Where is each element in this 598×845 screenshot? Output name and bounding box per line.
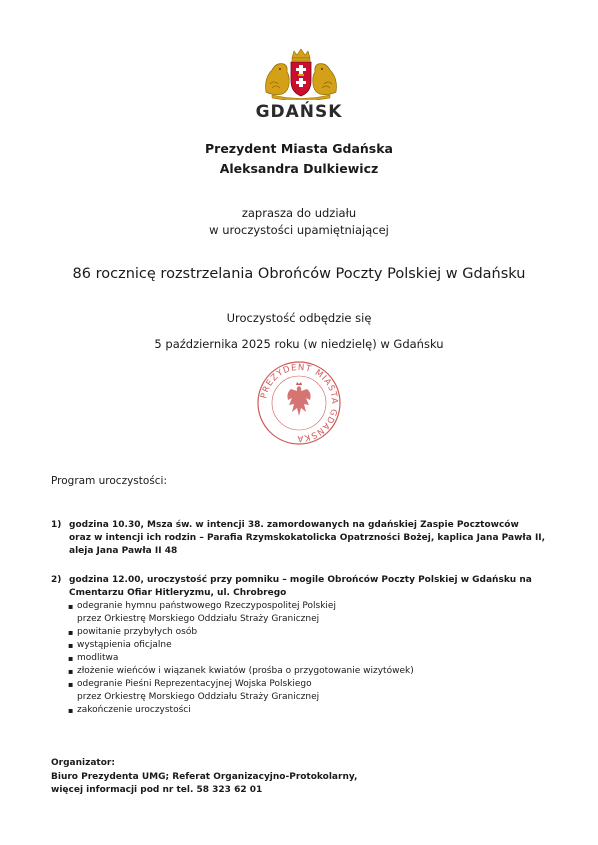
invitation-line-2: w uroczystości upamiętniającej bbox=[209, 223, 389, 237]
president-title: Prezydent Miasta Gdańska bbox=[205, 141, 393, 156]
event-line-1: Uroczystość odbędzie się bbox=[226, 311, 372, 325]
invitation-line-1: zaprasza do udziału bbox=[241, 206, 357, 220]
list-item: ▪ wystąpienia oficjalne bbox=[51, 639, 571, 652]
organizer-label: Organizator: bbox=[51, 758, 115, 768]
program-item-1-line-2: oraz w intencji ich rodzin – Parafia Rzymskokatolicka Opatrzności Bożej, kaplica Jana Pawła II, bbox=[69, 533, 546, 543]
program-item-2-number: 2) bbox=[51, 575, 62, 585]
event-date-block bbox=[0, 305, 598, 357]
invitation-text bbox=[0, 205, 598, 239]
list-item: ▪ zakończenie uroczystości bbox=[51, 704, 571, 717]
program-item-1-line-3: aleja Jana Pawła II 48 bbox=[69, 546, 178, 556]
program-item-2 bbox=[51, 574, 571, 600]
official-seal-icon bbox=[256, 360, 342, 446]
organizer-line-1: Biuro Prezydenta UMG; Referat Organizacyjno-Protokolarny, bbox=[51, 771, 358, 782]
event-title: 86 rocznicę rozstrzelania Obrońców Poczty Polskiej w Gdańsku bbox=[72, 266, 526, 282]
list-item: ▪ złożenie wieńców i wiązanek kwiatów (prośba o przygotowanie wizytówek) bbox=[51, 665, 571, 678]
seal-text: PREZYDENT MIASTA GDAŃSKA bbox=[259, 362, 340, 444]
host-block bbox=[0, 139, 598, 179]
event-date: 5 października 2025 roku (w niedzielę) w Gdańsku bbox=[154, 337, 444, 351]
program-list bbox=[51, 519, 571, 717]
list-item: ▪ modlitwa bbox=[51, 652, 571, 665]
list-item: ▪ powitanie przybyłych osób bbox=[51, 626, 571, 639]
organizer-contact: więcej informacji pod nr tel. 58 323 62 01 bbox=[51, 785, 263, 795]
city-wordmark: GDAŃSK bbox=[255, 102, 343, 122]
program-heading: Program uroczystości: bbox=[51, 475, 168, 487]
gdansk-coat-of-arms-icon bbox=[258, 48, 344, 100]
organizer-block bbox=[51, 757, 357, 798]
program-item-2-line-1: godzina 12.00, uroczystość przy pomniku – mogile Obrońców Poczty Polskiej w Gdańsku na bbox=[69, 575, 532, 585]
list-item: ▪ odegranie Pieśni Reprezentacyjnej Wojska Polskiego przez Orkiestrę Morskiego Oddziału Straży Granicznej bbox=[51, 678, 571, 704]
president-name: Aleksandra Dulkiewicz bbox=[219, 161, 379, 176]
list-item: ▪ odegranie hymnu państwowego Rzeczypospolitej Polskiej przez Orkiestrę Morskiego Oddziału Straży Granicznej bbox=[51, 600, 571, 626]
program-item-2-bullets bbox=[51, 600, 571, 717]
program-item-1-line-1: godzina 10.30, Msza św. w intencji 38. zamordowanych na gdańskiej Zaspie Pocztowców bbox=[69, 520, 519, 530]
program-item-1-number: 1) bbox=[51, 520, 62, 530]
program-item-1 bbox=[51, 519, 571, 558]
program-item-2-line-2: Cmentarzu Ofiar Hitleryzmu, ul. Chrobrego bbox=[69, 588, 287, 598]
